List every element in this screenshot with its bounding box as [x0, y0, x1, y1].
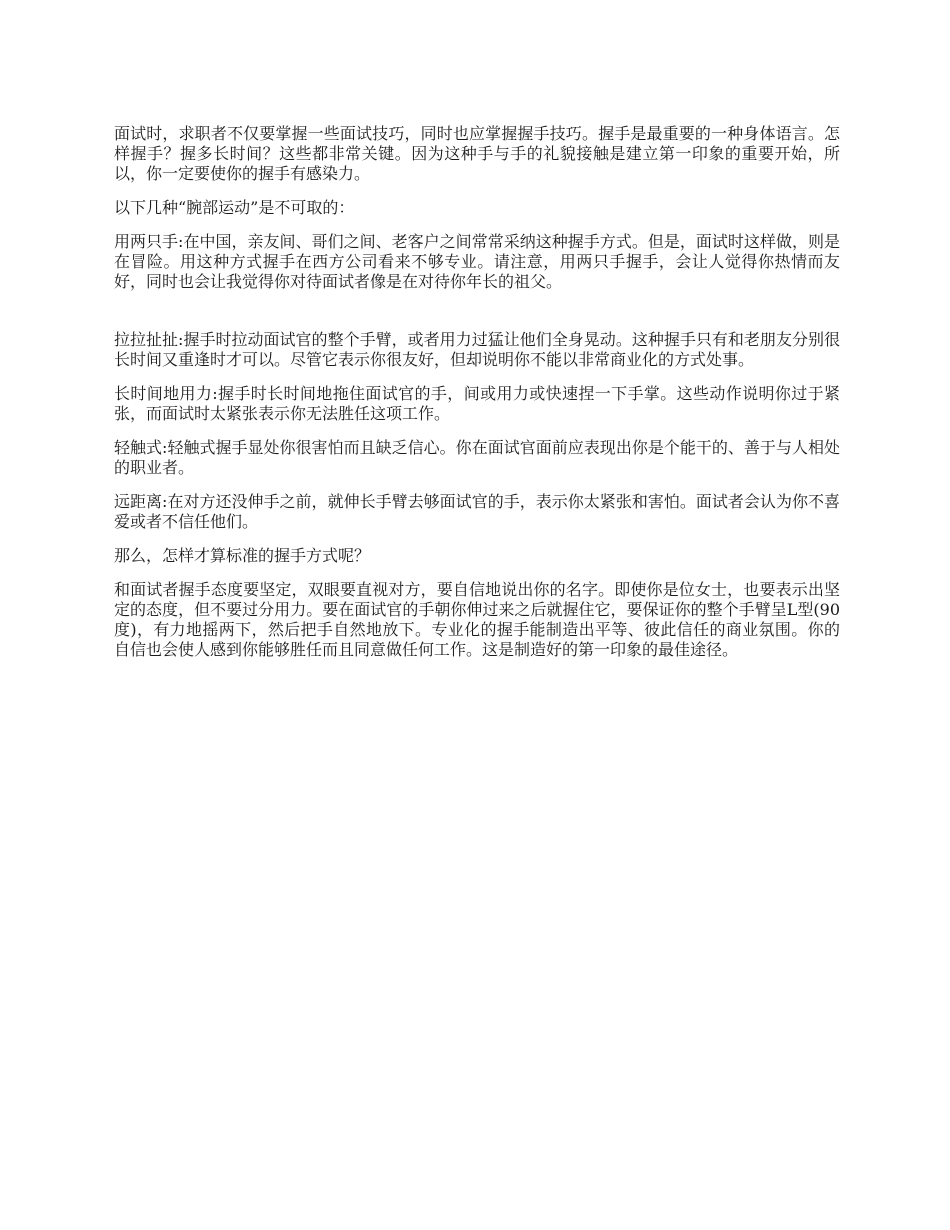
- long-distance-paragraph: 远距离:在对方还没伸手之前，就伸长手臂去够面试官的手，表示你太紧张和害怕。面试者会认为你不喜爱或者不信任他们。: [114, 492, 840, 531]
- light-touch-paragraph: 轻触式:轻触式握手显处你很害怕而且缺乏信心。你在面试官面前应表现出你是个能干的、善于与人相处的职业者。: [114, 438, 840, 477]
- standard-handshake-paragraph: 和面试者握手态度要坚定，双眼要直视对方，要自信地说出你的名字。即使你是位女士，也要表示出坚定的态度，但不要过分用力。要在面试官的手朝你伸过来之后就握住它，要保证你的整个手臂呈L型(90度)，有力地摇两下，然后把手自然地放下。专业化的握手能制造出平等、彼此信任的商业氛围。你的自信也会使人感到你能够胜任而且同意做任何工作。这是制造好的第一印象的最佳途径。: [114, 580, 840, 659]
- document-body: [114, 124, 840, 674]
- intro-paragraph: 面试时，求职者不仅要掌握一些面试技巧，同时也应掌握握手技巧。握手是最重要的一种身体语言。怎样握手？握多长时间？这些都非常关键。因为这种手与手的礼貌接触是建立第一印象的重要开始，所以，你一定要使你的握手有感染力。: [114, 124, 840, 183]
- pulling-paragraph: 拉拉扯扯:握手时拉动面试官的整个手臂，或者用力过猛让他们全身晃动。这种握手只有和老朋友分别很长时间又重逢时才可以。尽管它表示你很友好，但却说明你不能以非常商业化的方式处事。: [114, 330, 840, 369]
- question-paragraph: 那么，怎样才算标准的握手方式呢？: [114, 546, 371, 565]
- long-grip-paragraph: 长时间地用力:握手时长时间地拖住面试官的手，间或用力或快速捏一下手掌。这些动作说明你过于紧张，而面试时太紧张表示你无法胜任这项工作。: [114, 384, 840, 423]
- list-intro-paragraph: 以下几种“腕部运动”是不可取的：: [114, 198, 355, 217]
- two-hands-paragraph: 用两只手:在中国，亲友间、哥们之间、老客户之间常常采纳这种握手方式。但是，面试时这样做，则是在冒险。用这种方式握手在西方公司看来不够专业。请注意，用两只手握手，会让人觉得你热情而友好，同时也会让我觉得你对待面试者像是在对待你年长的祖父。: [114, 232, 840, 291]
